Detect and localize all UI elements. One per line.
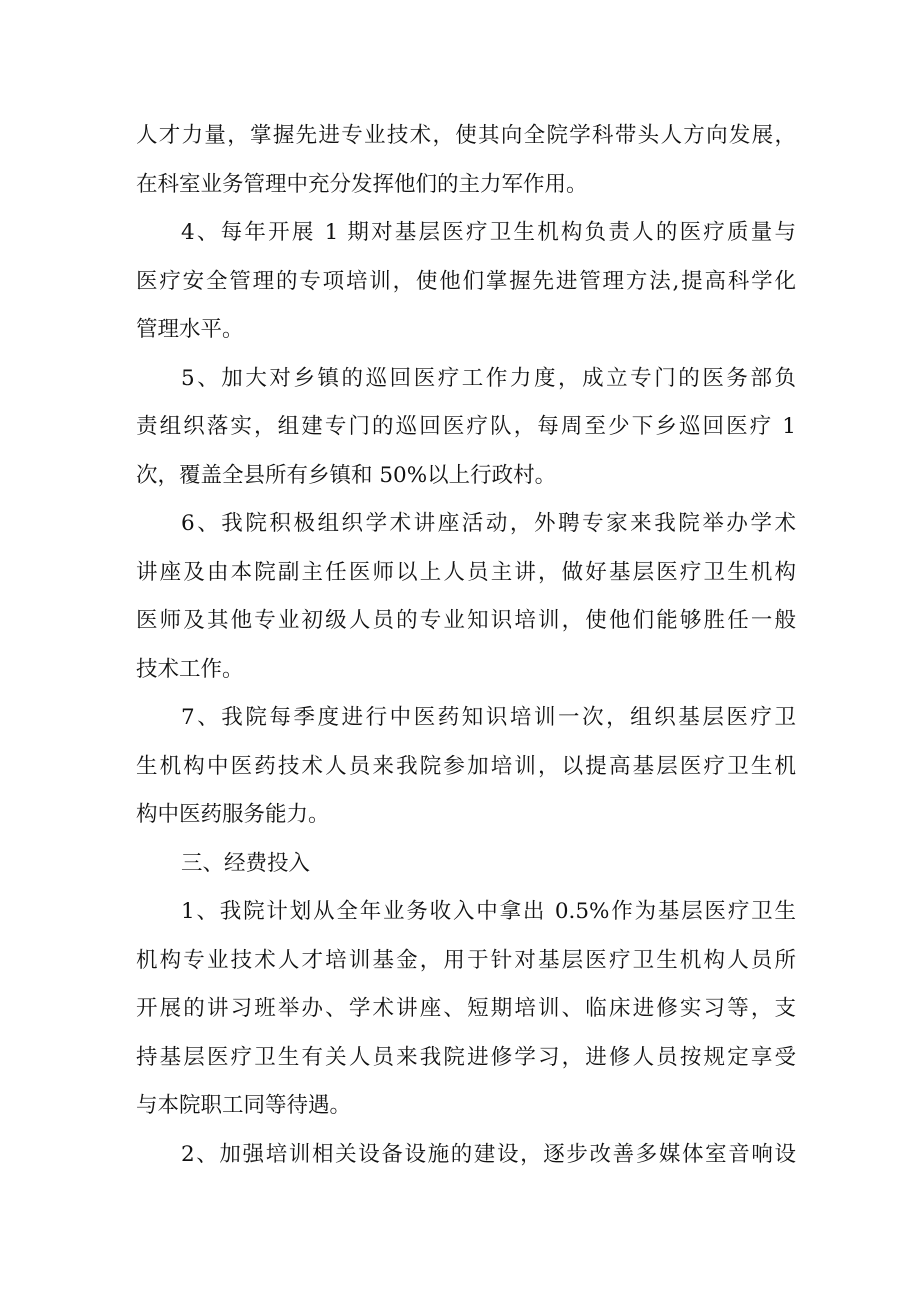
text-line: 医师及其他专业初级人员的专业知识培训，使他们能够胜任一般 — [136, 608, 796, 633]
text-line: 开展的讲习班举办、学术讲座、短期培训、临床进修实习等，支 — [136, 996, 796, 1021]
text-line: 管理水平。 — [136, 317, 244, 342]
text-line: 4、每年开展 1 期对基层医疗卫生机构负责人的医疗质量与 — [181, 220, 796, 245]
text-line: 讲座及由本院副主任医师以上人员主讲，做好基层医疗卫生机构 — [136, 559, 796, 585]
text-line: 机构专业技术人才培训基金，用于针对基层医疗卫生机构人员所 — [136, 947, 796, 973]
text-line: 构中医药服务能力。 — [136, 802, 330, 827]
text-line: 医疗安全管理的专项培训，使他们掌握先进管理方法,提高科学化 — [136, 268, 796, 294]
text-line: 6、我院积极组织学术讲座活动，外聘专家来我院举办学术 — [181, 511, 796, 536]
text-line: 1、我院计划从全年业务收入中拿出 0.5%作为基层医疗卫生 — [181, 899, 796, 924]
text-line: 技术工作。 — [136, 656, 244, 682]
text-line: 次，覆盖全县所有乡镇和 50%以上行政村。 — [136, 462, 557, 488]
section-heading: 三、经费投入 — [181, 850, 311, 876]
text-line: 责组织落实，组建专门的巡回医疗队，每周至少下乡巡回医疗 1 — [136, 414, 796, 439]
text-line: 2、加强培训相关设备设施的建设，逐步改善多媒体室音响设 — [181, 1141, 796, 1167]
body-text — [136, 112, 796, 1179]
text-line: 人才力量，掌握先进专业技术，使其向全院学科带头人方向发展， — [136, 123, 796, 148]
text-line: 在科室业务管理中充分发挥他们的主力军作用。 — [136, 171, 588, 197]
text-line: 与本院职工同等待遇。 — [136, 1093, 352, 1118]
text-line: 7、我院每季度进行中医药知识培训一次，组织基层医疗卫 — [181, 705, 796, 730]
text-line: 5、加大对乡镇的巡回医疗工作力度，成立专门的医务部负 — [181, 365, 796, 391]
text-line: 生机构中医药技术人员来我院参加培训，以提高基层医疗卫生机 — [136, 753, 796, 779]
text-line: 持基层医疗卫生有关人员来我院进修学习，进修人员按规定享受 — [136, 1044, 796, 1070]
